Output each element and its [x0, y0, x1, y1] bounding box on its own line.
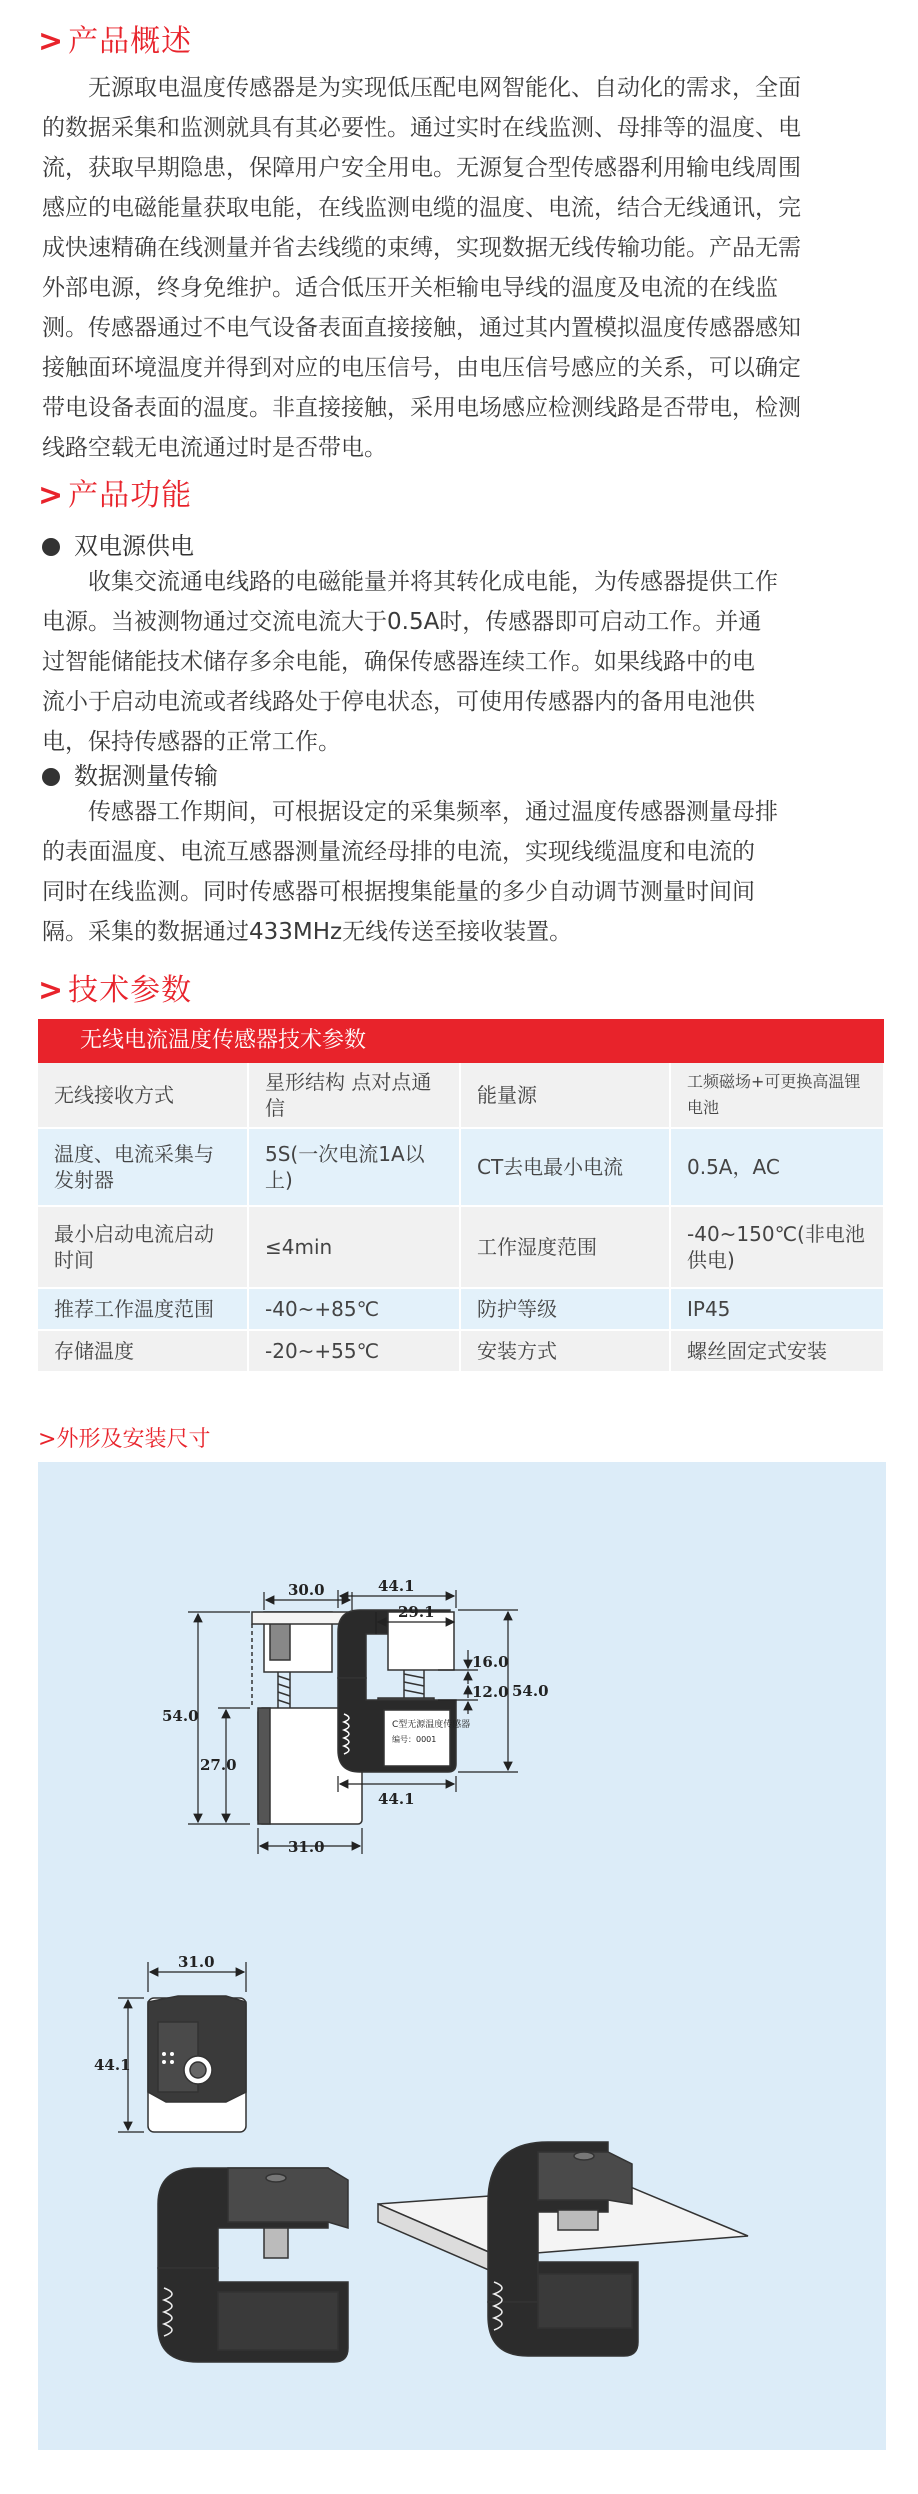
perspective-view-right: [378, 2142, 748, 2356]
function-line: 传感器工作期间，可根据设定的采集频率，通过温度传感器测量母排: [88, 799, 778, 825]
params-title: > 技术参数: [38, 973, 193, 1008]
table-row: [38, 1128, 884, 1206]
overview-line: 的数据采集和监测就具有其必要性。通过实时在线监测、母排等的温度、电: [42, 115, 801, 141]
function-line: 同时在线监测。同时传感器可根据搜集能量的多少自动调节测量时间间: [42, 879, 755, 905]
overview-line: 带电设备表面的温度。非直接接触，采用电场感应检测线路是否带电，检测: [42, 395, 801, 421]
table-cell: 存储温度: [38, 1330, 248, 1372]
dimensions-title: >外形及安装尺寸: [38, 1427, 211, 1452]
dim-front-width: 30.0: [288, 1581, 325, 1599]
function-line: 电源。当被测物通过交流电流大于0.5A时，传感器即可启动工作。并通: [42, 609, 762, 635]
dim-top-height: 44.1: [94, 2056, 131, 2074]
dim-side-inner: 29.1: [398, 1603, 435, 1621]
function-line: 隔。采集的数据通过433MHz无线传送至接收装置。: [42, 919, 573, 945]
dim-front-lower: 27.0: [200, 1756, 237, 1774]
table-cell: -40~150℃(非电池供电): [670, 1206, 884, 1288]
dim-side-gap2: 12.0: [472, 1683, 509, 1701]
dim-top-width: 31.0: [178, 1953, 215, 1971]
bullet-icon: [42, 768, 60, 786]
chevron-right-icon: >: [38, 1427, 57, 1452]
perspective-view-left: [158, 2168, 348, 2362]
table-cell: 无线接收方式: [38, 1063, 248, 1128]
dimension-drawing-panel: [38, 1462, 886, 2450]
table-row: [38, 1288, 884, 1330]
table-row: [38, 1063, 884, 1128]
table-cell: -40~+85℃: [248, 1288, 460, 1330]
table-row: [38, 1206, 884, 1288]
table-cell: 能量源: [460, 1063, 670, 1128]
side-view: [338, 1610, 456, 1772]
table-cell: 温度、电流采集与发射器: [38, 1128, 248, 1206]
function-line: 电，保持传感器的正常工作。: [42, 729, 341, 755]
chevron-right-icon: >: [38, 24, 65, 59]
function-heading-data: 数据测量传输: [42, 756, 218, 791]
table-cell: 防护等级: [460, 1288, 670, 1330]
overview-line: 外部电源，终身免维护。适合低压开关柜输电导线的温度及电流的在线监: [42, 275, 778, 301]
table-cell: 0.5A，AC: [670, 1128, 884, 1206]
function-paragraph-power: [42, 562, 892, 762]
dim-side-top: 44.1: [378, 1577, 415, 1595]
chevron-right-icon: >: [38, 478, 65, 513]
params-table-title: 无线电流温度传感器技术参数: [38, 1019, 884, 1063]
overview-line: 流，获取早期隐患，保障用户安全用电。无源复合型传感器利用输电线周围: [42, 155, 801, 181]
table-cell: IP45: [670, 1288, 884, 1330]
function-line: 的表面温度、电流互感器测量流经母排的电流，实现线缆温度和电流的: [42, 839, 755, 865]
dim-side-height: 54.0: [512, 1682, 549, 1700]
table-cell: 工频磁场+可更换高温锂电池: [670, 1063, 884, 1128]
table-cell: 星形结构 点对点通信: [248, 1063, 460, 1128]
overview-line: 感应的电磁能量获取电能，在线监测电缆的温度、电流，结合无线通讯，完: [42, 195, 801, 221]
function-heading-power: 双电源供电: [42, 526, 194, 561]
table-cell: 工作湿度范围: [460, 1206, 670, 1288]
table-row: [38, 1330, 884, 1372]
table-cell: 推荐工作温度范围: [38, 1288, 248, 1330]
function-line: 过智能储能技术储存多余电能，确保传感器连续工作。如果线路中的电: [42, 649, 755, 675]
overview-title: > 产品概述: [38, 24, 193, 59]
overview-line: 无源取电温度传感器是为实现低压配电网智能化、自动化的需求，全面: [88, 75, 801, 101]
device-label: C型无源温度传感器: [392, 1720, 471, 1730]
functions-title: > 产品功能: [38, 478, 193, 513]
overview-line: 线路空载无电流通过时是否带电。: [42, 435, 387, 461]
dim-side-base: 44.1: [378, 1790, 415, 1808]
overview-line: 接触面环境温度并得到对应的电压信号，由电压信号感应的关系，可以确定: [42, 355, 801, 381]
params-table: [38, 1019, 884, 1373]
table-cell: 螺丝固定式安装: [670, 1330, 884, 1372]
dim-front-base: 31.0: [288, 1838, 325, 1856]
device-code: 编号：0001: [392, 1735, 437, 1744]
dim-front-height: 54.0: [162, 1707, 199, 1725]
overview-line: 测。传感器通过不电气设备表面直接接触，通过其内置模拟温度传感器感知: [42, 315, 801, 341]
table-cell: -20~+55℃: [248, 1330, 460, 1372]
bullet-icon: [42, 538, 60, 556]
chevron-right-icon: >: [38, 973, 65, 1008]
table-cell: 安装方式: [460, 1330, 670, 1372]
function-paragraph-data: [42, 792, 892, 952]
function-line: 流小于启动电流或者线路处于停电状态，可使用传感器内的备用电池供: [42, 689, 755, 715]
table-cell: 5S(一次电流1A以上): [248, 1128, 460, 1206]
overview-line: 成快速精确在线测量并省去线缆的束缚，实现数据无线传输功能。产品无需: [42, 235, 801, 261]
table-cell: ≤4min: [248, 1206, 460, 1288]
table-cell: CT去电最小电流: [460, 1128, 670, 1206]
function-line: 收集交流通电线路的电磁能量并将其转化成电能，为传感器提供工作: [88, 569, 778, 595]
overview-paragraph: [42, 68, 892, 468]
table-cell: 最小启动电流启动时间: [38, 1206, 248, 1288]
top-view: [148, 1996, 246, 2132]
dimension-drawing: [38, 1462, 886, 2450]
dim-side-gap1: 16.0: [472, 1653, 509, 1671]
